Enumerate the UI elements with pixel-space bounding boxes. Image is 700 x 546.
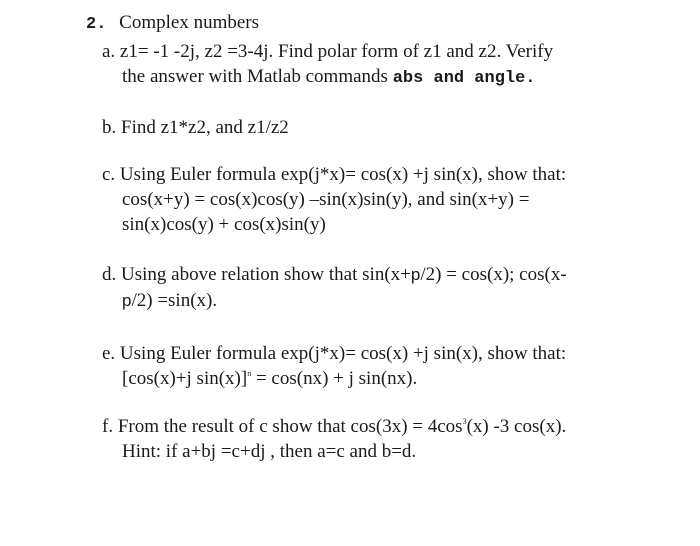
item-f-text-2: (x) -3 cos(x). [466,416,567,437]
pi-symbol: p [410,265,421,284]
problem-title: Complex numbers [119,12,260,33]
item-d-text-2: /2) = cos(x); cos(x- [420,264,567,285]
item-d-line-2 [122,290,217,312]
exponent-3: 3 [462,417,467,426]
item-e-text-1: [cos(x)+j sin(x)] [122,368,248,389]
item-e-text-2: = cos(nx) + j sin(nx). [251,368,418,389]
item-a-text: the answer with Matlab commands [122,66,393,87]
matlab-commands: abs and angle. [392,69,536,88]
item-d-text-1: d. Using above relation show that sin(x+ [102,264,411,285]
item-e-line-2 [122,368,417,390]
problem-number: 2. [86,15,107,34]
problem-header [86,12,259,36]
exponent-n: n [247,369,252,378]
item-a-line-1: a. z1= -1 -2j, z2 =3-4j. Find polar form of z1 and z2. Verify [102,41,554,62]
item-c-line-3: sin(x)cos(y) + cos(x)sin(y) [122,214,326,235]
pi-symbol: p [122,291,132,310]
item-d-text-3: /2) =sin(x). [131,290,218,311]
item-f-text-1: f. From the result of c show that cos(3x) = 4cos [102,416,463,437]
item-e-line-1: e. Using Euler formula exp(j*x)= cos(x) +j sin(x), show that: [102,343,567,364]
item-f-line-1 [102,416,566,438]
item-d-line-1 [102,264,567,286]
item-a-line-2 [122,66,536,90]
item-c-line-2: cos(x+y) = cos(x)cos(y) –sin(x)sin(y), and sin(x+y) = [122,189,530,210]
item-f-hint: Hint: if a+bj =c+dj , then a=c and b=d. [122,441,417,462]
item-b-line-1: b. Find z1*z2, and z1/z2 [102,117,289,138]
item-c-line-1: c. Using Euler formula exp(j*x)= cos(x) +j sin(x), show that: [102,164,567,185]
